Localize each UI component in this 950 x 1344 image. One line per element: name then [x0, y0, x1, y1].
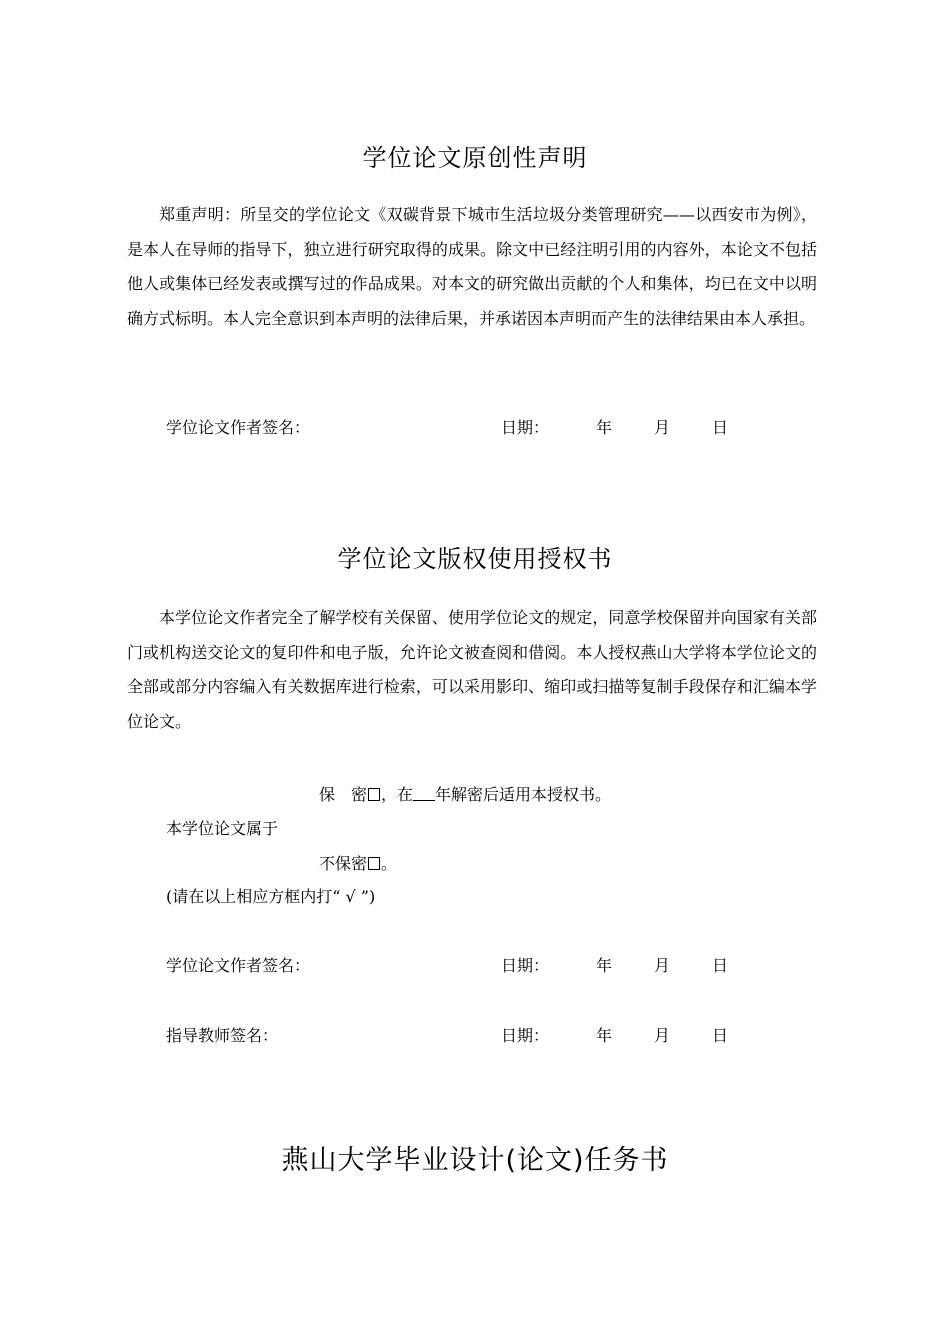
date-fields-3 [596, 1026, 770, 1046]
year-label: 年 [596, 956, 613, 975]
year-label: 年 [596, 418, 613, 437]
option-nonsecret-end: 。 [381, 854, 398, 873]
copyright-authorization-paragraph: 本学位论文作者完全了解学校有关保留、使用学位论文的规定，同意学校保留并向国家有关部门或机构送交论文的复印件和电子版，允许论文被查阅和借阅。本人授权燕山大学将本学位论文的全部或部分内容编入有关数据库进行检索，可以采用影印、缩印或扫描等复制手段保存和汇编本学位论文。 [127, 608, 817, 731]
author-signature-label: 学位论文作者签名： [166, 418, 311, 437]
day-label: 日 [712, 418, 729, 437]
originality-statement-title: 学位论文原创性声明 [362, 144, 588, 172]
option-secret-line [319, 785, 611, 805]
years-blank[interactable] [413, 785, 435, 801]
task-book-title: 燕山大学毕业设计(论文)任务书 [281, 1145, 669, 1176]
day-label: 日 [712, 1026, 729, 1045]
option-nonsecret-label: 不保密 [319, 854, 368, 873]
copyright-authorization-title: 学位论文版权使用授权书 [337, 545, 613, 573]
month-label: 月 [654, 1026, 671, 1045]
month-label: 月 [654, 956, 671, 975]
nonsecret-checkbox[interactable] [368, 857, 380, 870]
advisor-signature-label: 指导教师签名： [166, 1026, 279, 1045]
option-nonsecret-line [319, 854, 397, 874]
option-secret-mid: ，在 [381, 785, 414, 804]
year-label: 年 [596, 1026, 613, 1045]
date-label: 日期： [501, 418, 550, 437]
month-label: 月 [654, 418, 671, 437]
secret-checkbox[interactable] [368, 788, 380, 801]
author-signature-label-2: 学位论文作者签名： [166, 956, 311, 975]
date-fields [596, 418, 770, 438]
date-label-2: 日期： [501, 956, 550, 975]
date-fields-2 [596, 956, 770, 976]
date-label-3: 日期： [501, 1026, 550, 1045]
option-secret-label: 保 密 [319, 785, 368, 804]
option-secret-suffix: 年解密后适用本授权书。 [435, 785, 612, 804]
belongs-label: 本学位论文属于 [166, 819, 279, 838]
originality-statement-paragraph: 郑重声明：所呈交的学位论文《双碳背景下城市生活垃圾分类管理研究——以西安市为例》，是本人在导师的指导下，独立进行研究取得的成果。除文中已经注明引用的内容外，本论文不包括他人或集体已经发表或撰写过的作品成果。对本文的研究做出贡献的个人和集体，均已在文中以明确方式标明。本人完全意识到本声明的法律后果，并承诺因本声明而产生的法律结果由本人承担。 [127, 205, 817, 328]
checkmark-instruction: (请在以上相应方框内打“ √ ”) [166, 887, 376, 906]
day-label: 日 [712, 956, 729, 975]
